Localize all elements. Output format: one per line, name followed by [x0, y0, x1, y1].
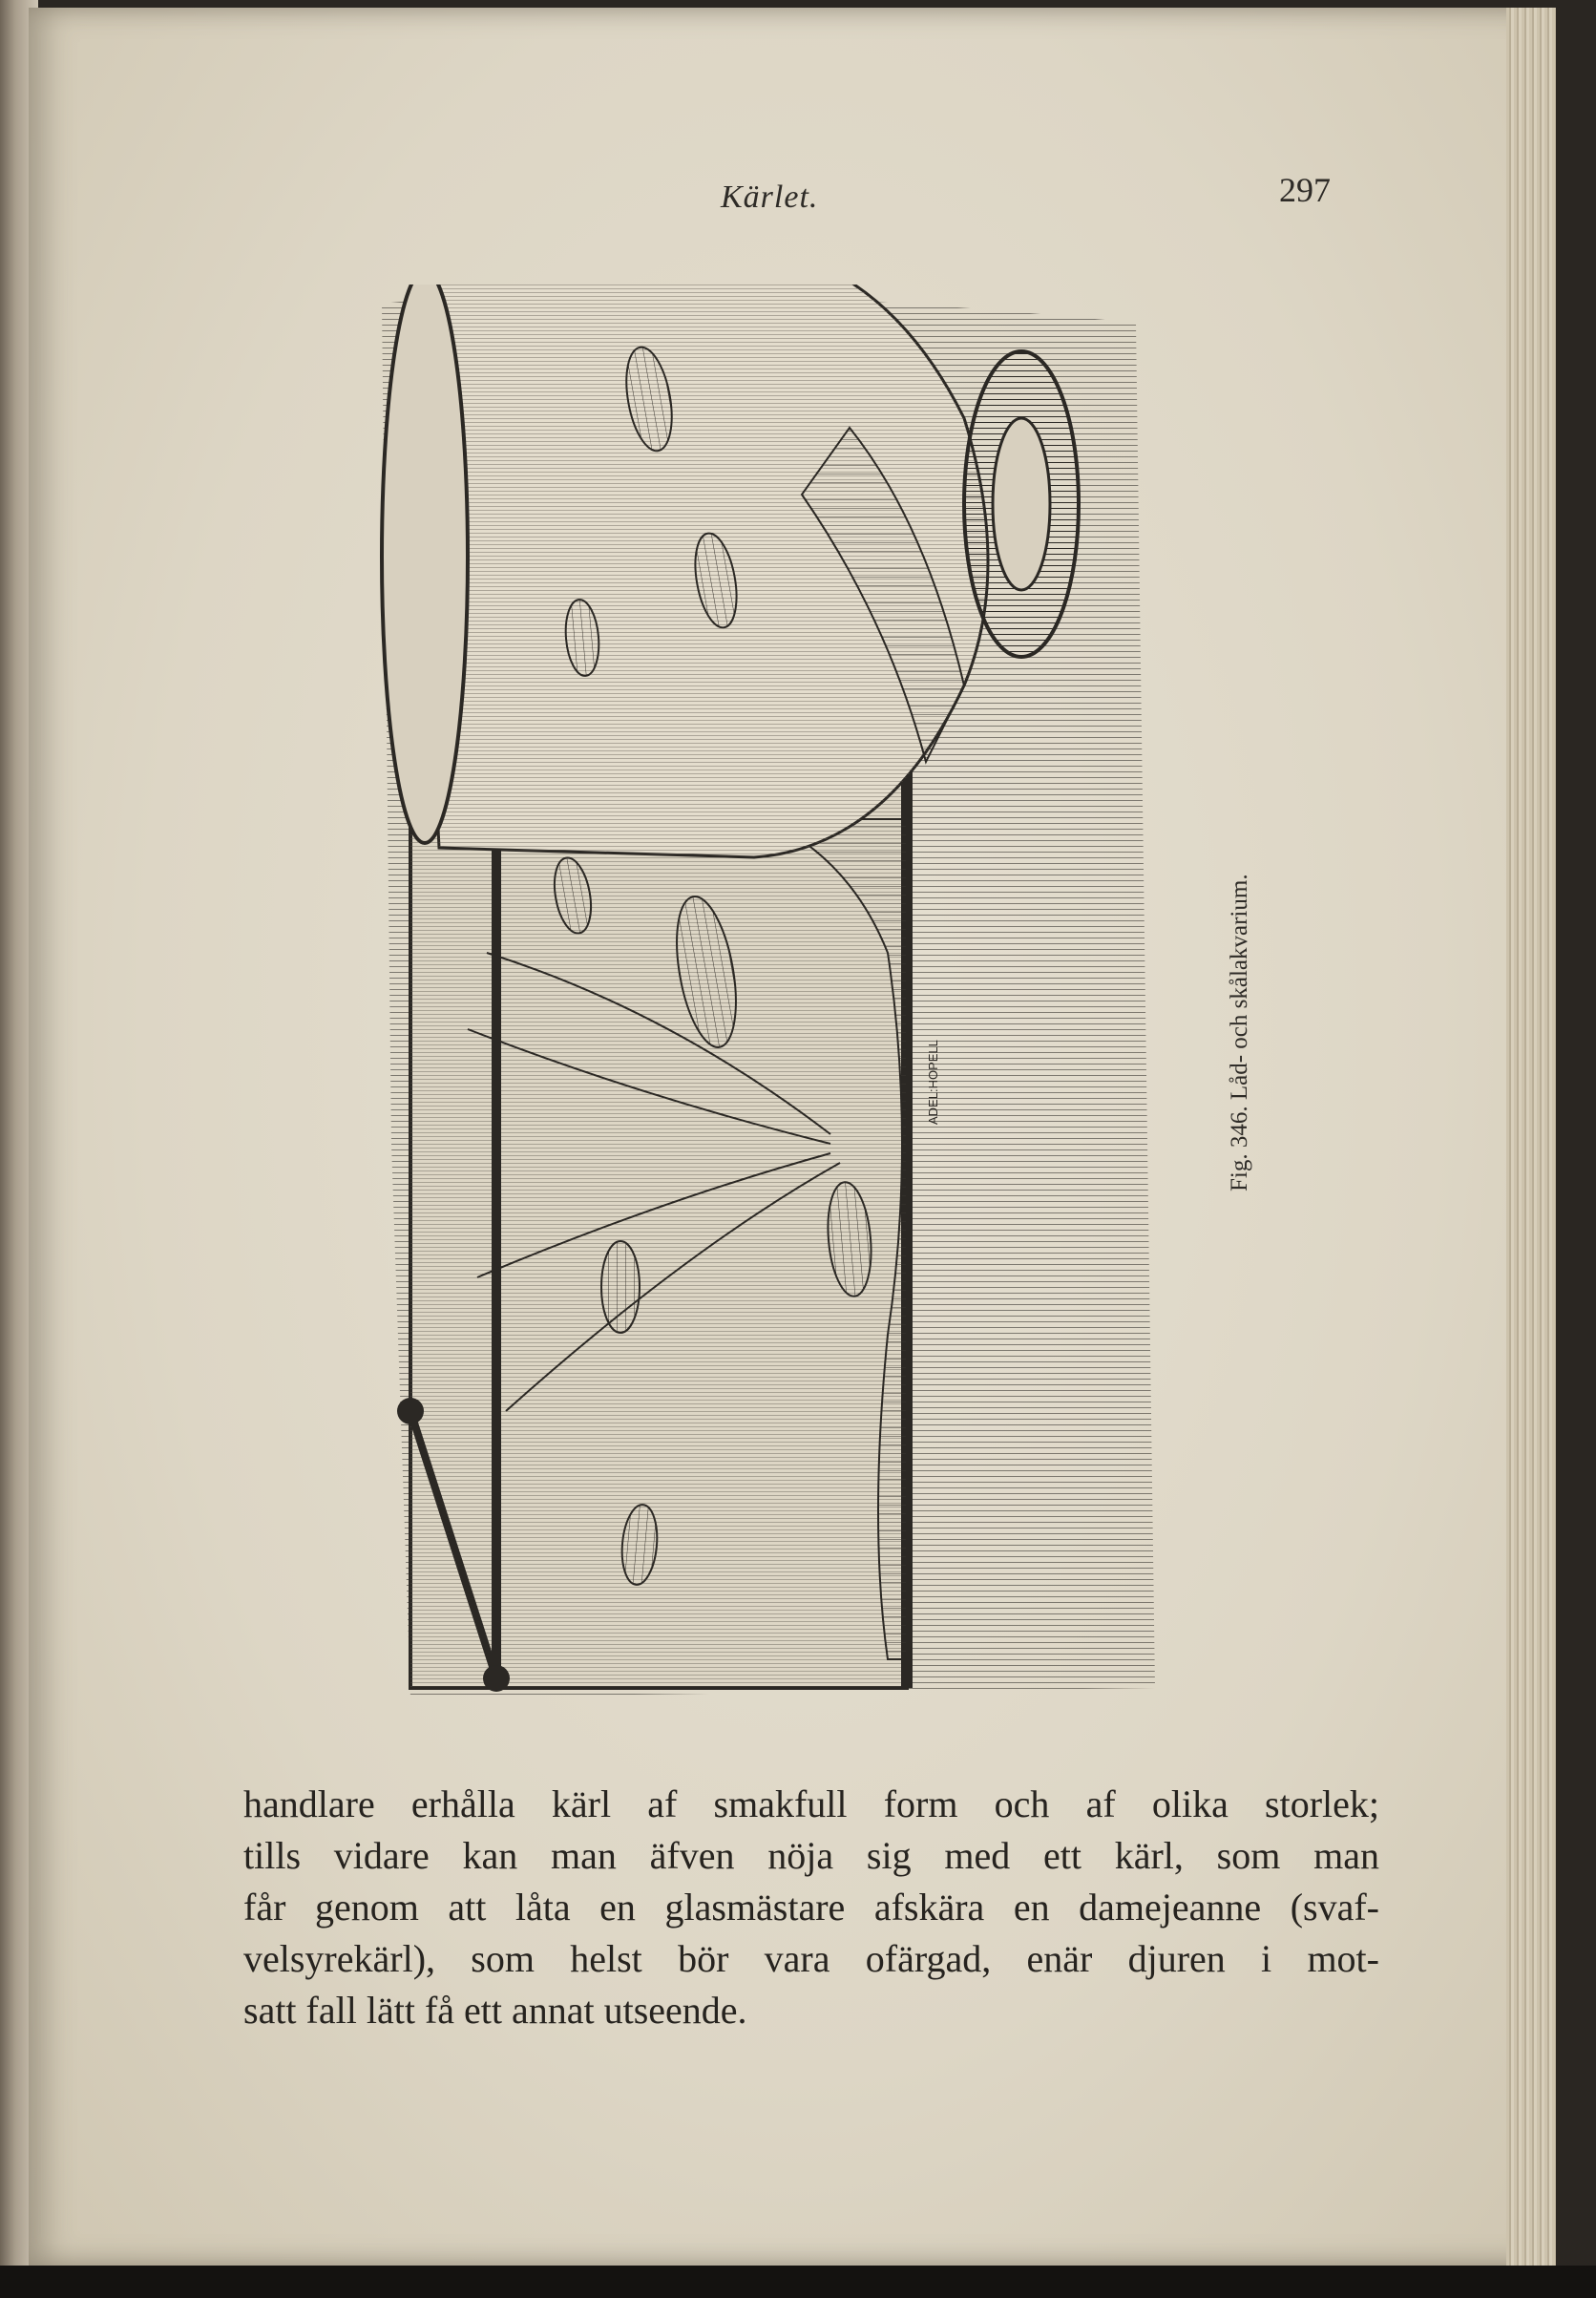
page-number: 297	[1279, 171, 1331, 209]
figure-caption: Fig. 346. Låd- och skålakvarium.	[1227, 874, 1252, 1191]
text-line: får genom att låta en glasmästare afskära en damejeanne (svaf-	[243, 1886, 1379, 1929]
text-line: handlare erhålla kärl af smakfull form och af olika storlek;	[243, 1782, 1379, 1825]
scan-bottom-band	[0, 2266, 1596, 2298]
page-edge	[1506, 8, 1556, 2266]
aquarium-engraving	[353, 285, 1193, 1717]
engraver-signature: ADEL:HOPELL	[926, 1040, 940, 1125]
text-line: satt fall lätt få ett annat utseende.	[243, 1989, 747, 2032]
running-title: Kärlet.	[721, 179, 819, 215]
text-line: tills vidare kan man äfven nöja sig med ett kärl, som man	[243, 1834, 1379, 1877]
body-paragraph	[243, 1779, 1379, 2036]
book-page	[29, 8, 1556, 2266]
text-line: velsyrekärl), som helst bör vara ofärgad, enär djuren i mot-	[243, 1937, 1379, 1980]
